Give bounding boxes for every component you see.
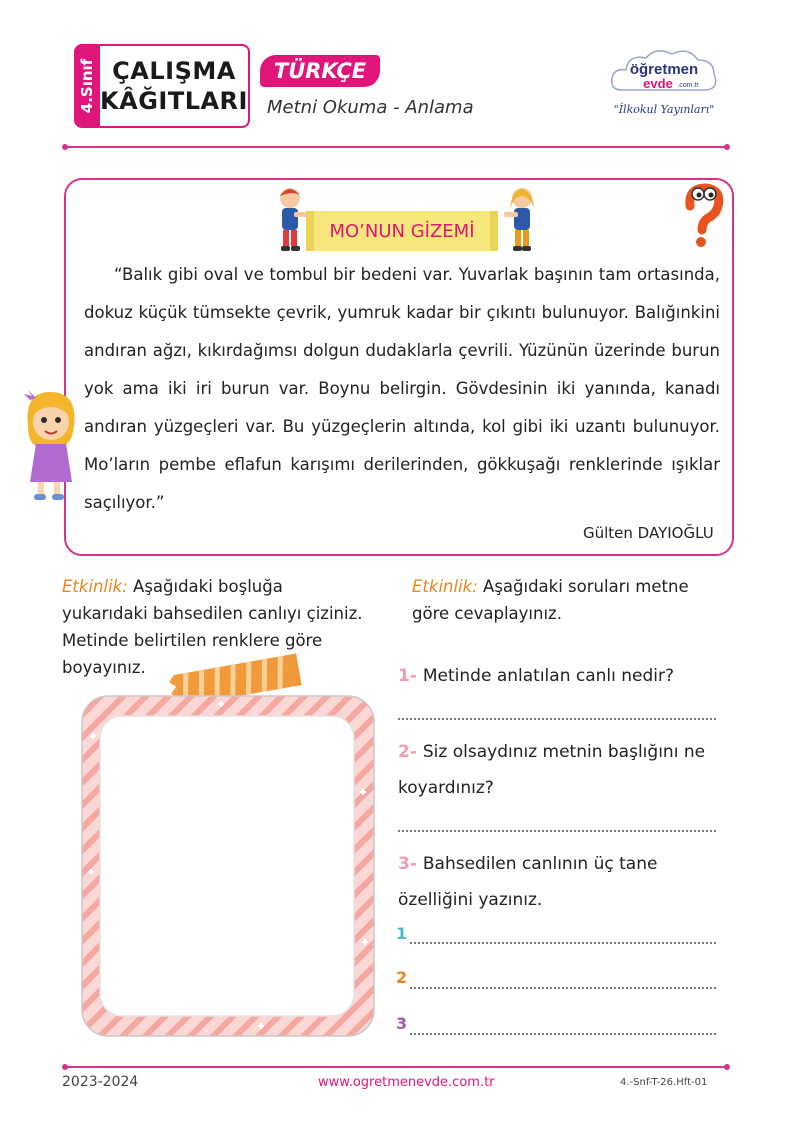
question-1 <box>398 658 716 694</box>
answer-line-3c[interactable] <box>410 1033 716 1035</box>
reading-passage <box>84 256 720 522</box>
activity-label: Etkinlik: <box>62 577 128 596</box>
activity-text: Aşağıdaki soruları metne göre cevaplayınız. <box>412 577 689 623</box>
footer-divider <box>66 1066 727 1068</box>
answer-number-1: 1 <box>396 924 408 943</box>
girl-character-icon <box>20 386 80 506</box>
title-line-2: KÂĞITLARI <box>100 87 248 115</box>
question-mark-icon <box>680 182 726 248</box>
worksheet-title <box>100 44 250 128</box>
website-link[interactable]: www.ogretmenevde.com.tr <box>318 1075 495 1090</box>
activity-text: Aşağıdaki boşluğa yukarıdaki bahsedilen canlıyı çiziniz. Metinde belirtilen renklere göre boyayınız. <box>62 577 363 677</box>
activity-label: Etkinlik: <box>412 577 478 596</box>
passage-text: “Balık gibi oval ve tombul bir bedeni var. Yuvarlak başının tam ortasında, dokuz küçük tümsekte çevrik, yumruk kadar bir çıkıntı bulunuyor. Balığınkini andıran ağzı, kıkırdağımsı dolgun dudaklarla çevrili. Yüzünün üzerinde burun yok ama iki iri burun var. Boynu belirgin. Gövdesinin iki yanında, kanadı andıran yüzgeçleri var. Bu yüzgeçlerin altında, kol gibi iki uzantı bulunuyor. Mo’ların pembe eflafun karışımı derilerinden, gökkuşağı renklerinde ışıklar saçılıyor.” <box>84 265 720 512</box>
divider-dot <box>62 144 68 150</box>
question-text: Bahsedilen canlının üç tane özelliğini yazınız. <box>398 854 658 910</box>
divider-dot <box>724 144 730 150</box>
author-name: Gülten DAYIOĞLU <box>583 524 714 542</box>
logo-brand-text-2: evde <box>643 76 673 91</box>
question-2 <box>398 734 716 806</box>
question-number: 2- <box>398 742 417 762</box>
title-line-1: ÇALIŞMA <box>112 57 236 85</box>
publisher-logo <box>608 44 720 100</box>
logo-domain-text: .com.tr <box>677 82 699 89</box>
subtitle: Metni Okuma - Anlama <box>267 97 474 118</box>
story-title-banner: MO’NUN GİZEMİ <box>306 211 498 251</box>
answer-line-1[interactable] <box>398 718 716 720</box>
logo-brand-text: öğretmen <box>629 61 699 78</box>
question-number: 1- <box>398 666 417 686</box>
answer-number-2: 2 <box>396 968 408 987</box>
answer-line-3b[interactable] <box>410 987 716 989</box>
drawing-area[interactable] <box>78 692 378 1040</box>
header-divider <box>66 146 727 148</box>
question-3 <box>398 846 716 918</box>
divider-dot <box>62 1064 68 1070</box>
subject-badge: TÜRKÇE <box>260 55 380 87</box>
question-number: 3- <box>398 854 417 874</box>
divider-dot <box>724 1064 730 1070</box>
answer-number-3: 3 <box>396 1014 408 1033</box>
answer-line-3a[interactable] <box>410 942 716 944</box>
girl-illustration-icon <box>500 184 540 254</box>
grade-tab <box>74 44 100 128</box>
question-text: Siz olsaydınız metnin başlığını ne koyardınız? <box>398 742 706 798</box>
cloud-logo-icon <box>608 44 720 100</box>
questions-activity-instructions <box>412 573 712 627</box>
school-year: 2023-2024 <box>62 1074 139 1090</box>
page-code: 4.-Snf-T-26.Hft-01 <box>620 1077 708 1088</box>
grade-label: 4.Sınıf <box>78 58 96 114</box>
answer-line-2[interactable] <box>398 830 716 832</box>
question-text: Metinde anlatılan canlı nedir? <box>422 666 675 686</box>
logo-tagline: "İlkokul Yayınları" <box>613 103 715 116</box>
